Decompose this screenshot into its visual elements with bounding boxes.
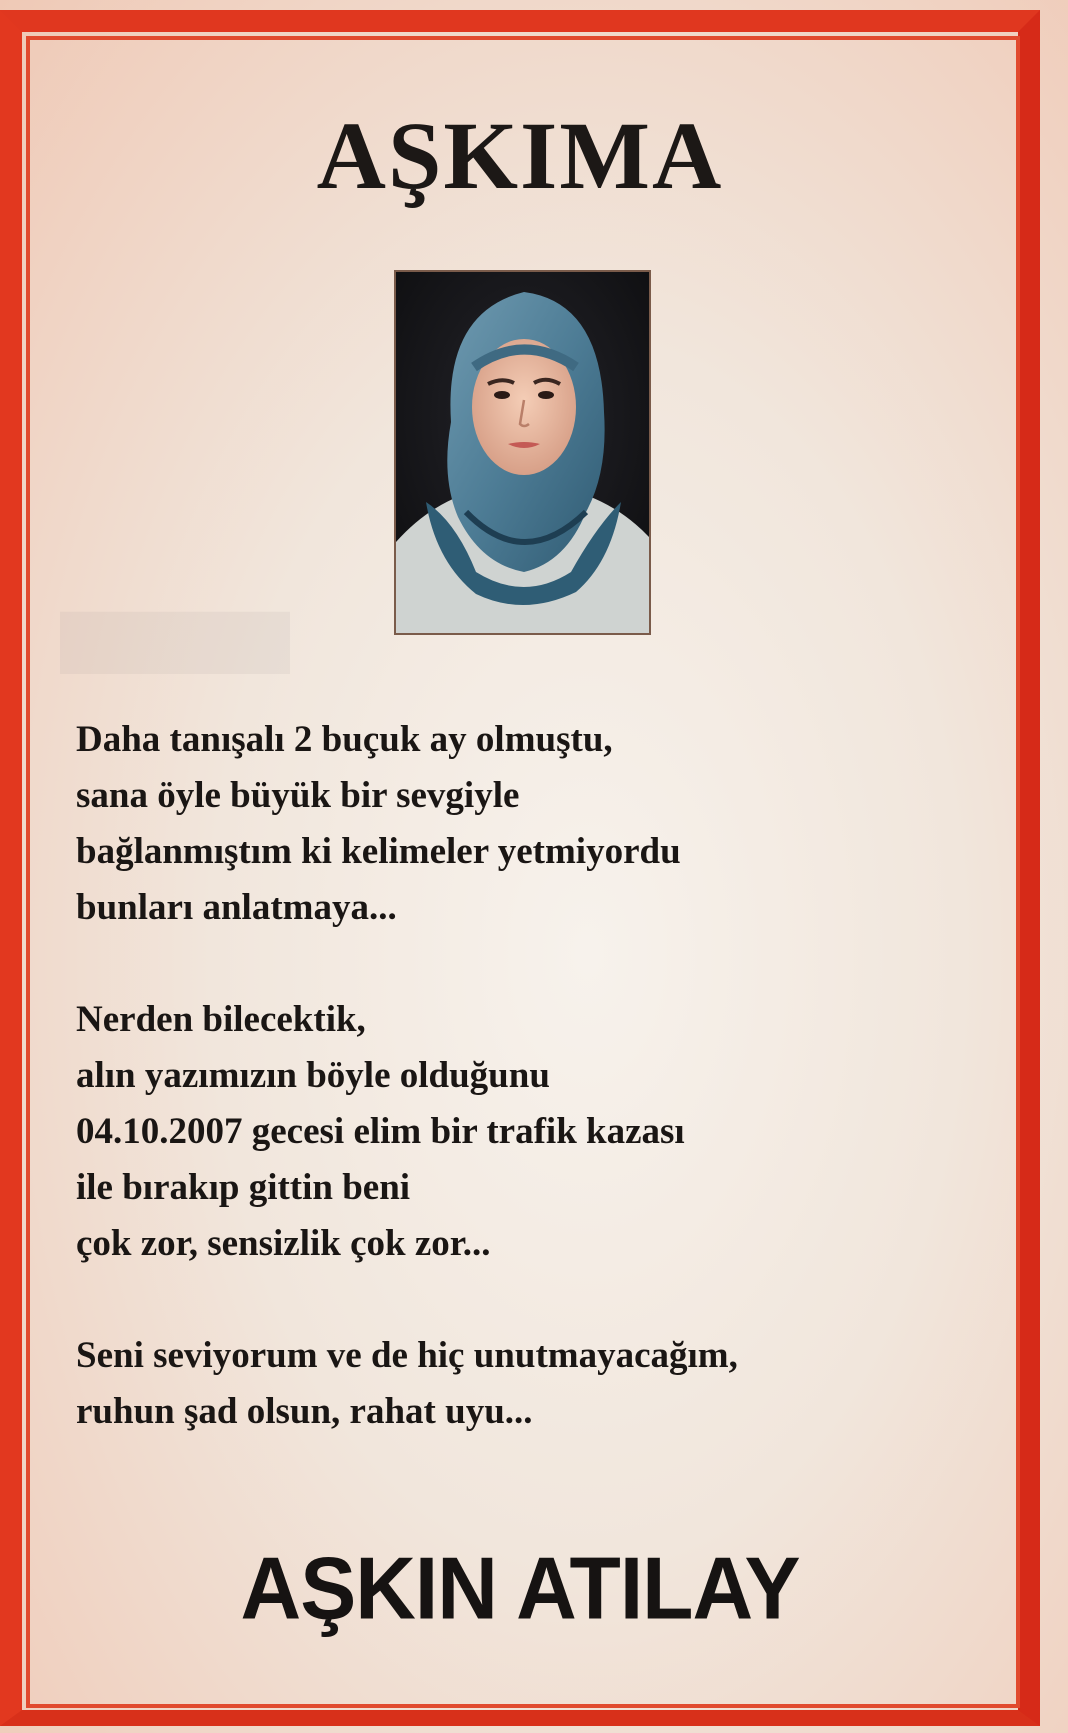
signature-name: AŞKIN ATILAY [240,1538,800,1638]
stanza-line: alın yazımızın böyle olduğunu [76,1055,550,1096]
stanza-line: bunları anlatmaya... [76,887,397,928]
portrait-icon [396,272,649,633]
stanza-1 [76,712,976,936]
poem-text [76,712,976,1440]
stanza-line: Daha tanışalı 2 buçuk ay olmuştu, [76,719,613,760]
stanza-line: çok zor, sensizlik çok zor... [76,1223,491,1264]
stanza-line: bağlanmıştım ki kelimeler yetmiyordu [76,831,681,872]
stanza-line: sana öyle büyük bir sevgiyle [76,775,520,816]
notice-title: AŞKIMA [316,102,724,209]
stanza-line: Seni seviyorum ve de hiç unutmayacağım, [76,1335,738,1376]
stanza-line: ile bırakıp gittin beni [76,1167,411,1208]
reverse-page-bleed: ▬ [60,486,300,719]
stanza-3 [76,1328,976,1440]
stanza-line: ruhun şad olsun, rahat uyu... [76,1391,533,1432]
stanza-line: Nerden bilecektik, [76,999,366,1040]
portrait-photo [394,270,651,635]
stanza-2 [76,992,976,1272]
stanza-line: 04.10.2007 gecesi elim bir trafik kazası [76,1111,685,1152]
